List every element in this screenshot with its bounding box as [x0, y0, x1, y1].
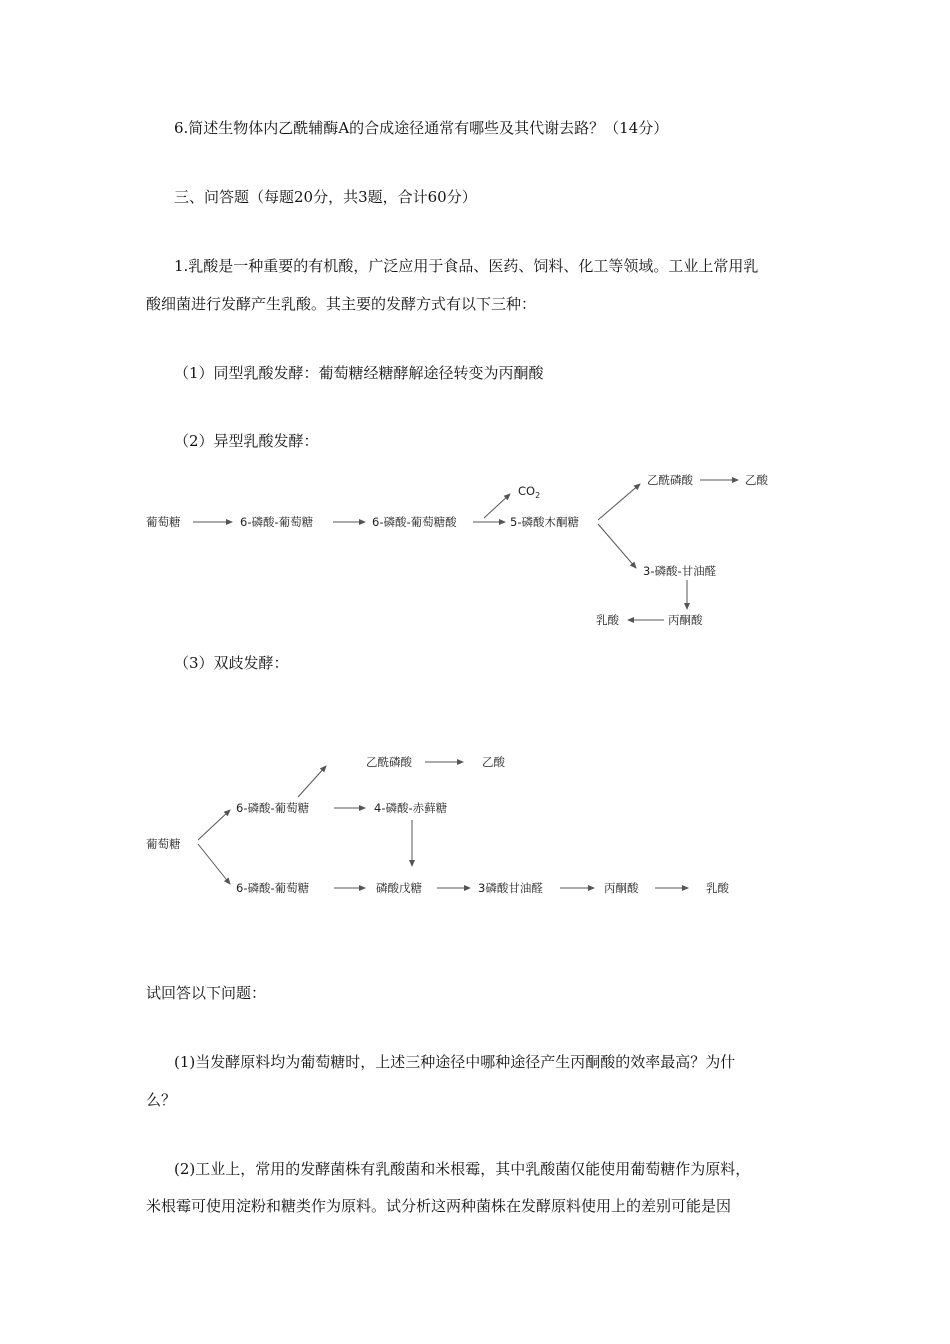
d2-g3p: 3磷酸甘油醛	[478, 881, 543, 895]
question-1-line-1: 1.乳酸是一种重要的有机酸，广泛应用于食品、医药、饲料、化工等领域。工业上常用乳	[174, 257, 759, 275]
d1-6pg: 6-磷酸-葡萄糖酸	[372, 515, 457, 529]
d2-pyruvate: 丙酮酸	[604, 881, 639, 895]
sub-question-1-line-2: 么？	[146, 1091, 177, 1109]
d1-lactate: 乳酸	[596, 613, 619, 627]
d2-glucose: 葡萄糖	[146, 837, 181, 851]
d1-co2: $CO_2$	[518, 484, 541, 500]
d1-xu5p: 5-磷酸木酮糖	[510, 515, 579, 529]
item-bifidus: （3）双歧发酵：	[174, 654, 289, 672]
item-heterolactic: （2）异型乳酸发酵：	[174, 432, 319, 450]
d1-acetic-acid: 乙酸	[745, 473, 768, 487]
d2-pentose-phosphate: 磷酸戊糖	[376, 881, 422, 895]
question-1-line-2: 酸细菌进行发酵产生乳酸。其主要的发酵方式有以下三种：	[146, 295, 537, 313]
d2-g6p-lower: 6-磷酸-葡萄糖	[236, 881, 310, 895]
item-homolactic: （1）同型乳酸发酵：葡萄糖经糖酵解途径转变为丙酮酸	[174, 364, 544, 382]
sub-question-2-line-1: (2)工业上，常用的发酵菌株有乳酸菌和米根霉，其中乳酸菌仅能使用葡萄糖作为原料，	[174, 1160, 751, 1178]
questions-intro: 试回答以下问题：	[146, 984, 267, 1002]
d2-g6p-upper: 6-磷酸-葡萄糖	[236, 801, 310, 815]
section-3-heading: 三、问答题（每题20分，共3题，合计60分）	[174, 188, 477, 206]
d1-g6p: 6-磷酸-葡萄糖	[240, 515, 314, 529]
d1-pyruvate: 丙酮酸	[668, 613, 703, 627]
sub-question-1-line-1: (1)当发酵原料均为葡萄糖时，上述三种途径中哪种途径产生丙酮酸的效率最高？为什	[174, 1053, 736, 1071]
d1-g3p: 3-磷酸-甘油醛	[643, 564, 717, 578]
question-6: 6.简述生物体内乙酰辅酶A的合成途径通常有哪些及其代谢去路？（14分）	[174, 119, 669, 137]
d1-glucose: 葡萄糖	[146, 515, 181, 529]
d2-acetyl-phosphate: 乙酰磷酸	[366, 755, 412, 769]
d1-acetyl-phosphate: 乙酰磷酸	[647, 473, 693, 487]
d2-e4p: 4-磷酸-赤藓糖	[374, 801, 448, 815]
d2-lactate: 乳酸	[706, 881, 729, 895]
d2-acetic-acid: 乙酸	[482, 755, 505, 769]
sub-question-2-line-2: 米根霉可使用淀粉和糖类作为原料。试分析这两种菌株在发酵原料使用上的差别可能是因	[146, 1197, 732, 1215]
